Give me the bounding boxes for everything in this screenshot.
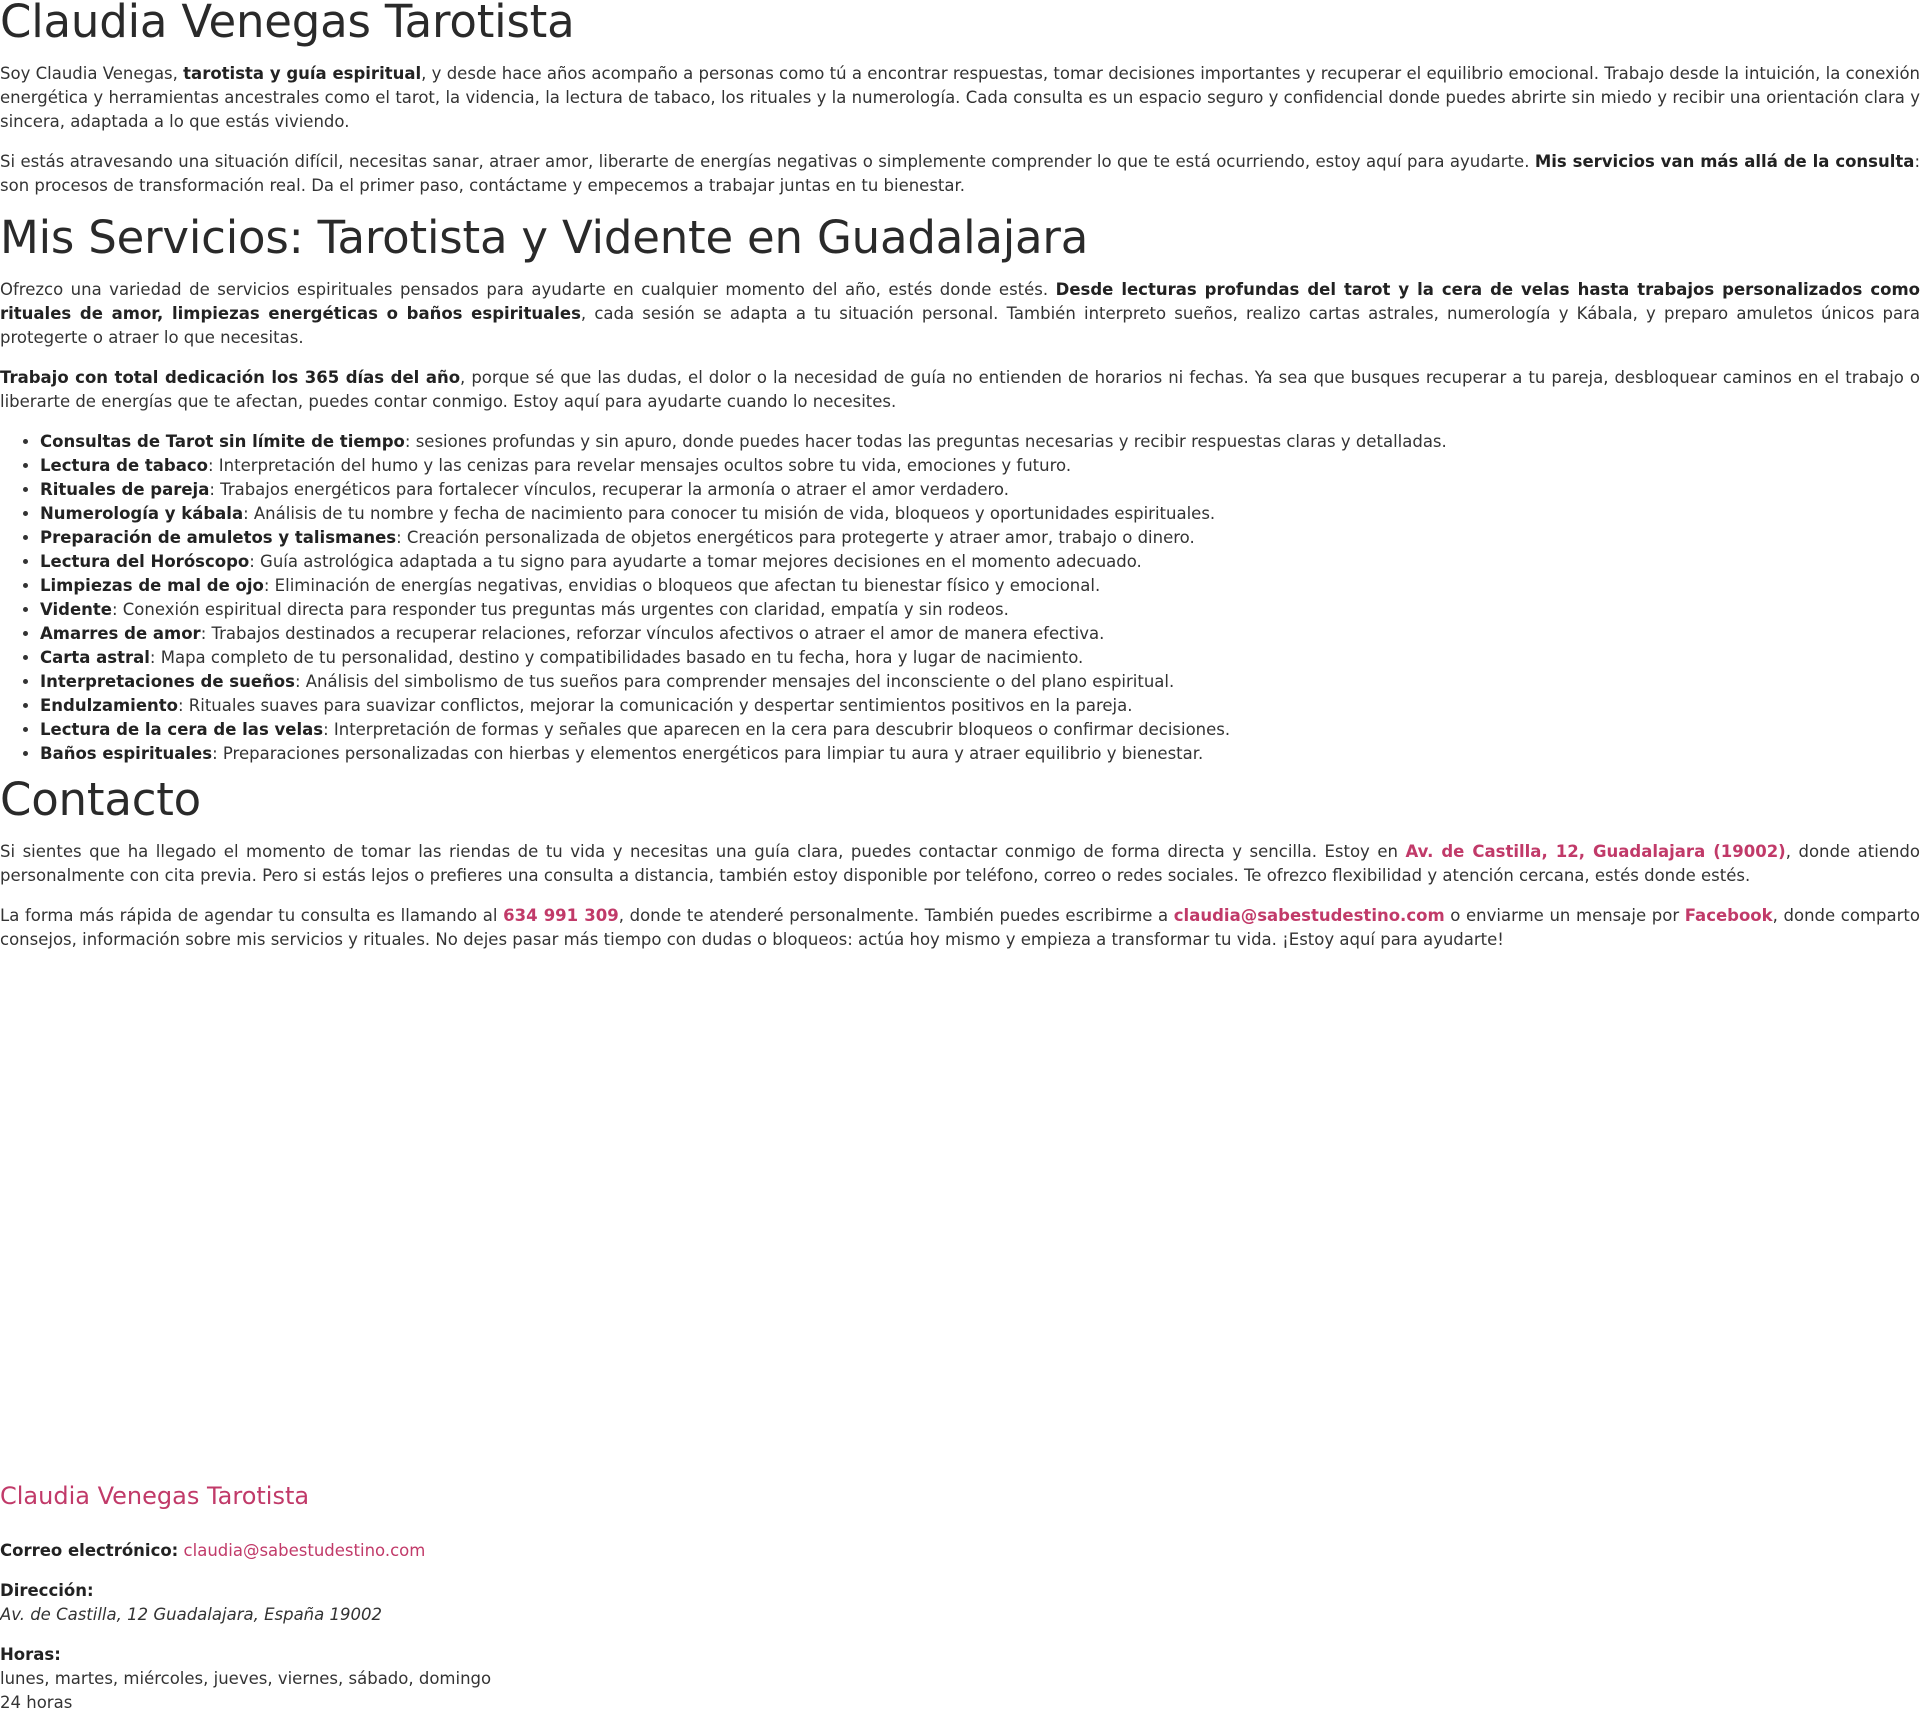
list-item	[40, 670, 1920, 694]
service-name: Interpretaciones de sueños	[40, 672, 295, 691]
contact-heading: Contacto	[0, 773, 202, 826]
service-name: Lectura del Horóscopo	[40, 552, 250, 571]
list-item	[40, 478, 1920, 502]
business-info	[0, 1481, 1920, 1715]
services-paragraph-1	[0, 278, 1920, 350]
list-item	[40, 430, 1920, 454]
text: , donde atiendo personalmente con cita previa. Pero si estás lejos o prefieres una consulta a distancia, también estoy disponible por teléfono, correo o redes sociales. Te ofrezco flexibilidad y atención cercana, estés donde estés.	[0, 842, 1920, 885]
service-desc: : sesiones profundas y sin apuro, donde puedes hacer todas las preguntas necesarias y recibir respuestas claras y detalladas.	[404, 432, 1447, 451]
text: , donde te atenderé personalmente. También puedes escribirme a	[618, 906, 1174, 925]
list-item	[40, 718, 1920, 742]
bold-text: tarotista y guía espiritual	[183, 64, 422, 83]
text: Ofrezco una variedad de servicios espirituales pensados para ayudarte en cualquier momento del año, estés donde estés.	[0, 280, 1056, 299]
list-item	[40, 598, 1920, 622]
text: : son procesos de transformación real. Da el primer paso, contáctame y empecemos a trabajar juntas en tu bienestar.	[0, 152, 1920, 195]
service-desc: : Mapa completo de tu personalidad, destino y compatibilidades basado en tu fecha, hora y lugar de nacimiento.	[149, 648, 1084, 667]
service-name: Vidente	[40, 600, 112, 619]
address-row	[0, 1579, 1920, 1627]
service-desc: : Creación personalizada de objetos energéticos para protegerte y atraer amor, trabajo o dinero.	[396, 528, 1195, 547]
footer-email-link[interactable]: claudia@sabestudestino.com	[183, 1541, 426, 1560]
services-list	[0, 430, 1920, 766]
page-title: Claudia Venegas Tarotista	[0, 0, 575, 48]
address-link[interactable]: Av. de Castilla, 12, Guadalajara (19002)	[1405, 842, 1786, 861]
text: La forma más rápida de agendar tu consulta es llamando al	[0, 906, 504, 925]
email-row	[0, 1539, 1920, 1563]
text: Soy Claudia Venegas,	[0, 64, 184, 83]
list-item	[40, 646, 1920, 670]
address-label: Dirección:	[0, 1581, 94, 1600]
address-value: Av. de Castilla, 12 Guadalajara, España 19002	[0, 1605, 382, 1624]
services-paragraph-2	[0, 366, 1920, 414]
list-item	[40, 574, 1920, 598]
service-name: Lectura de la cera de las velas	[40, 720, 324, 739]
service-desc: : Guía astrológica adaptada a tu signo para ayudarte a tomar mejores decisiones en el momento adecuado.	[249, 552, 1142, 571]
days-value: lunes, martes, miércoles, jueves, viernes, sábado, domingo	[0, 1669, 492, 1688]
service-name: Endulzamiento	[40, 696, 178, 715]
business-title: Claudia Venegas Tarotista	[0, 1482, 310, 1510]
map-area-spacer	[0, 968, 1920, 1481]
service-desc: : Interpretación de formas y señales que aparecen en la cera para descubrir bloqueos o confirmar decisiones.	[323, 720, 1231, 739]
contact-paragraph-2	[0, 904, 1920, 952]
service-desc: : Análisis del simbolismo de tus sueños para comprender mensajes del inconsciente o del plano espiritual.	[294, 672, 1175, 691]
service-desc: : Análisis de tu nombre y fecha de nacimiento para conocer tu misión de vida, bloqueos y oportunidades espirituales.	[243, 504, 1216, 523]
phone-link[interactable]: 634 991 309	[503, 906, 619, 925]
service-name: Numerología y kábala	[40, 504, 244, 523]
bold-text: Mis servicios van más allá de la consulta	[1534, 152, 1915, 171]
hours-value: 24 horas	[0, 1693, 73, 1712]
service-name: Consultas de Tarot sin límite de tiempo	[40, 432, 405, 451]
service-desc: : Interpretación del humo y las cenizas para revelar mensajes ocultos sobre tu vida, emociones y futuro.	[207, 456, 1072, 475]
text: Si estás atravesando una situación difícil, necesitas sanar, atraer amor, liberarte de energías negativas o simplemente comprender lo que te está ocurriendo, estoy aquí para ayudarte.	[0, 152, 1535, 171]
services-heading: Mis Servicios: Tarotista y Vidente en Guadalajara	[0, 211, 1089, 264]
service-desc: : Conexión espiritual directa para responder tus preguntas más urgentes con claridad, empatía y sin rodeos.	[111, 600, 1009, 619]
text: Si sientes que ha llegado el momento de tomar las riendas de tu vida y necesitas una guía clara, puedes contactar conmigo de forma directa y sencilla. Estoy en	[0, 842, 1406, 861]
service-desc: : Rituales suaves para suavizar conflictos, mejorar la comunicación y despertar sentimientos positivos en la pareja.	[177, 696, 1133, 715]
hours-row	[0, 1643, 1920, 1715]
facebook-link[interactable]: Facebook	[1684, 906, 1773, 925]
intro-paragraph-1	[0, 62, 1920, 134]
service-name: Carta astral	[40, 648, 150, 667]
list-item	[40, 694, 1920, 718]
email-label: Correo electrónico:	[0, 1541, 179, 1560]
service-name: Amarres de amor	[40, 624, 201, 643]
list-item	[40, 550, 1920, 574]
hours-label: Horas:	[0, 1645, 61, 1664]
service-name: Baños espirituales	[40, 744, 213, 763]
service-desc: : Preparaciones personalizadas con hierbas y elementos energéticos para limpiar tu aura y atraer equilibrio y bienestar.	[212, 744, 1204, 763]
service-name: Preparación de amuletos y talismanes	[40, 528, 397, 547]
bold-text: Desde lecturas profundas del tarot y la cera de velas hasta trabajos personalizados como rituales de amor, limpiezas energéticas o baños espirituales	[0, 280, 1920, 323]
text: , cada sesión se adapta a tu situación personal. También interpreto sueños, realizo cartas astrales, numerología y Kábala, y preparo amuletos únicos para protegerte o atraer lo que necesitas.	[0, 304, 1920, 347]
service-name: Limpiezas de mal de ojo	[40, 576, 264, 595]
text: , donde comparto consejos, información sobre mis servicios y rituales. No dejes pasar más tiempo con dudas o bloqueos: actúa hoy mismo y empieza a transformar tu vida. ¡Estoy aquí para ayudarte!	[0, 906, 1920, 949]
service-name: Rituales de pareja	[40, 480, 210, 499]
service-name: Lectura de tabaco	[40, 456, 208, 475]
list-item	[40, 454, 1920, 478]
service-desc: : Eliminación de energías negativas, envidias o bloqueos que afectan tu bienestar físico y emocional.	[263, 576, 1101, 595]
email-link[interactable]: claudia@sabestudestino.com	[1173, 906, 1445, 925]
intro-paragraph-2	[0, 150, 1920, 198]
service-desc: : Trabajos energéticos para fortalecer vínculos, recuperar la armonía o atraer el amor verdadero.	[209, 480, 1009, 499]
list-item	[40, 742, 1920, 766]
bold-text: Trabajo con total dedicación los 365 días del año	[0, 368, 461, 387]
list-item	[40, 502, 1920, 526]
text: o enviarme un mensaje por	[1444, 906, 1685, 925]
list-item	[40, 526, 1920, 550]
contact-paragraph-1	[0, 840, 1920, 888]
list-item	[40, 622, 1920, 646]
text: , porque sé que las dudas, el dolor o la necesidad de guía no entienden de horarios ni fechas. Ya sea que busques recuperar a tu pareja, desbloquear caminos en el trabajo o liberarte de energías que te afectan, puedes contar conmigo. Estoy aquí para ayudarte cuando lo necesites.	[0, 368, 1920, 411]
service-desc: : Trabajos destinados a recuperar relaciones, reforzar vínculos afectivos o atraer el amor de manera efectiva.	[200, 624, 1105, 643]
text: , y desde hace años acompaño a personas como tú a encontrar respuestas, tomar decisiones importantes y recuperar el equilibrio emocional. Trabajo desde la intuición, la conexión energética y herramientas ancestrales como el tarot, la videncia, la lectura de tabaco, los rituales y la numerología. Cada consulta es un espacio seguro y confidencial donde puedes abrirte sin miedo y recibir una orientación clara y sincera, adaptada a lo que estás viviendo.	[0, 64, 1920, 131]
